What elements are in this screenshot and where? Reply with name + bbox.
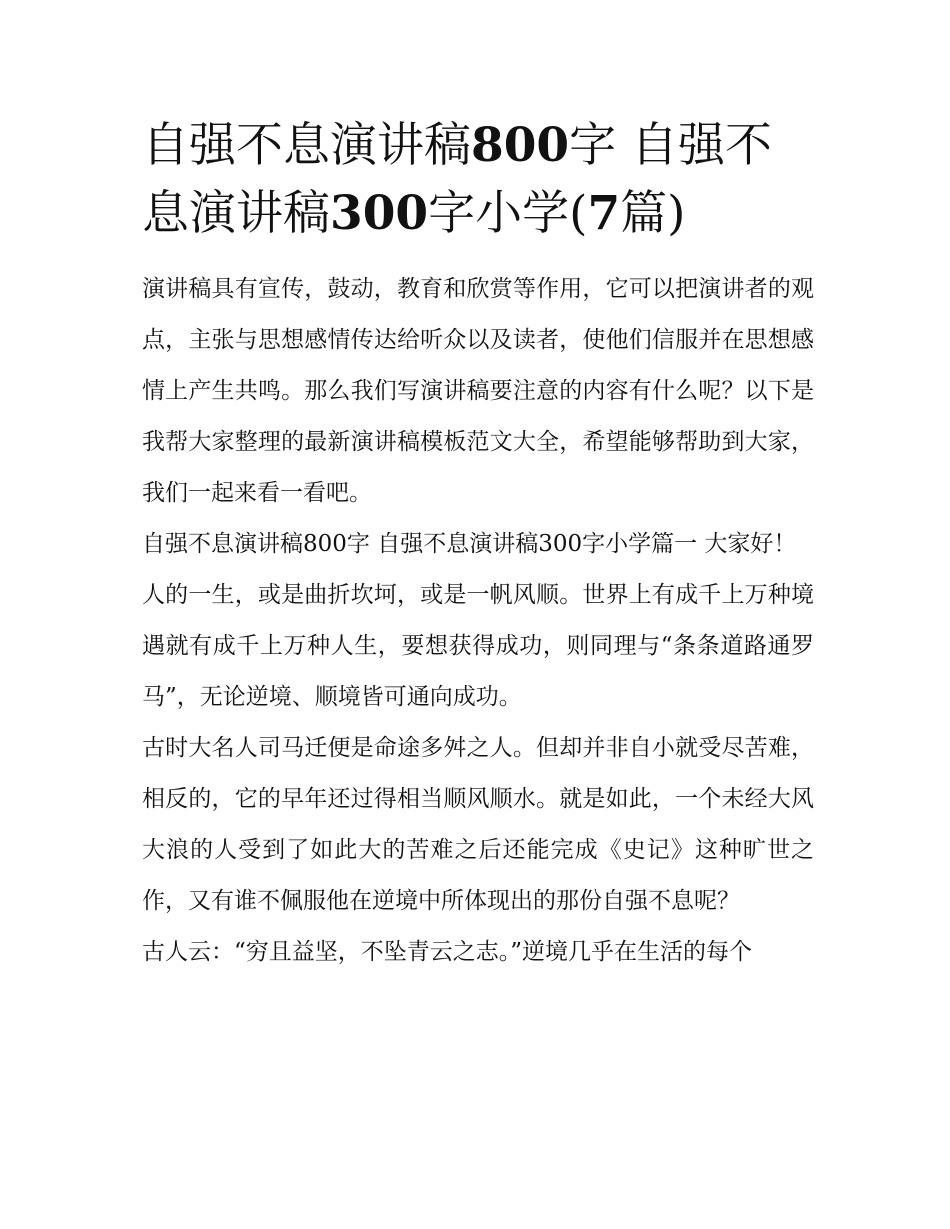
title-line-1: 自强不息演讲稿800字 自强不 — [142, 118, 773, 173]
document-content — [142, 112, 814, 978]
document-title — [142, 112, 814, 248]
paragraph-section-heading: 自强不息演讲稿800字 自强不息演讲稿300字小学篇一 大家好！ — [142, 531, 797, 557]
paragraph-body-1: 人的一生，或是曲折坎坷，或是一帆风顺。世界上有成千上万种境遇就有成千上万种人生，要想获得成功，则同理与“条条道路通罗马”，无论逆境、顺境皆可通向成功。 — [142, 582, 814, 710]
paragraph-body-2: 古时大名人司马迁便是命途多舛之人。但却并非自小就受尽苦难，相反的，它的早年还过得相当顺风顺水。就是如此，一个未经大风大浪的人受到了如此大的苦难之后还能完成《史记》这种旷世之作，又有谁不佩服他在逆境中所体现出的那份自强不息呢？ — [142, 735, 814, 914]
paragraph-intro: 演讲稿具有宣传，鼓动，教育和欣赏等作用，它可以把演讲者的观点，主张与思想感情传达给听众以及读者，使他们信服并在思想感情上产生共鸣。那么我们写演讲稿要注意的内容有什么呢？以下是我帮大家整理的最新演讲稿模板范文大全，希望能够帮助到大家，我们一起来看一看吧。 — [142, 276, 814, 506]
paragraph-body-3: 古人云：“穷且益坚，不坠青云之志。”逆境几乎在生活的每个 — [142, 939, 753, 965]
title-line-2: 息演讲稿300字小学(7篇) — [142, 186, 686, 241]
